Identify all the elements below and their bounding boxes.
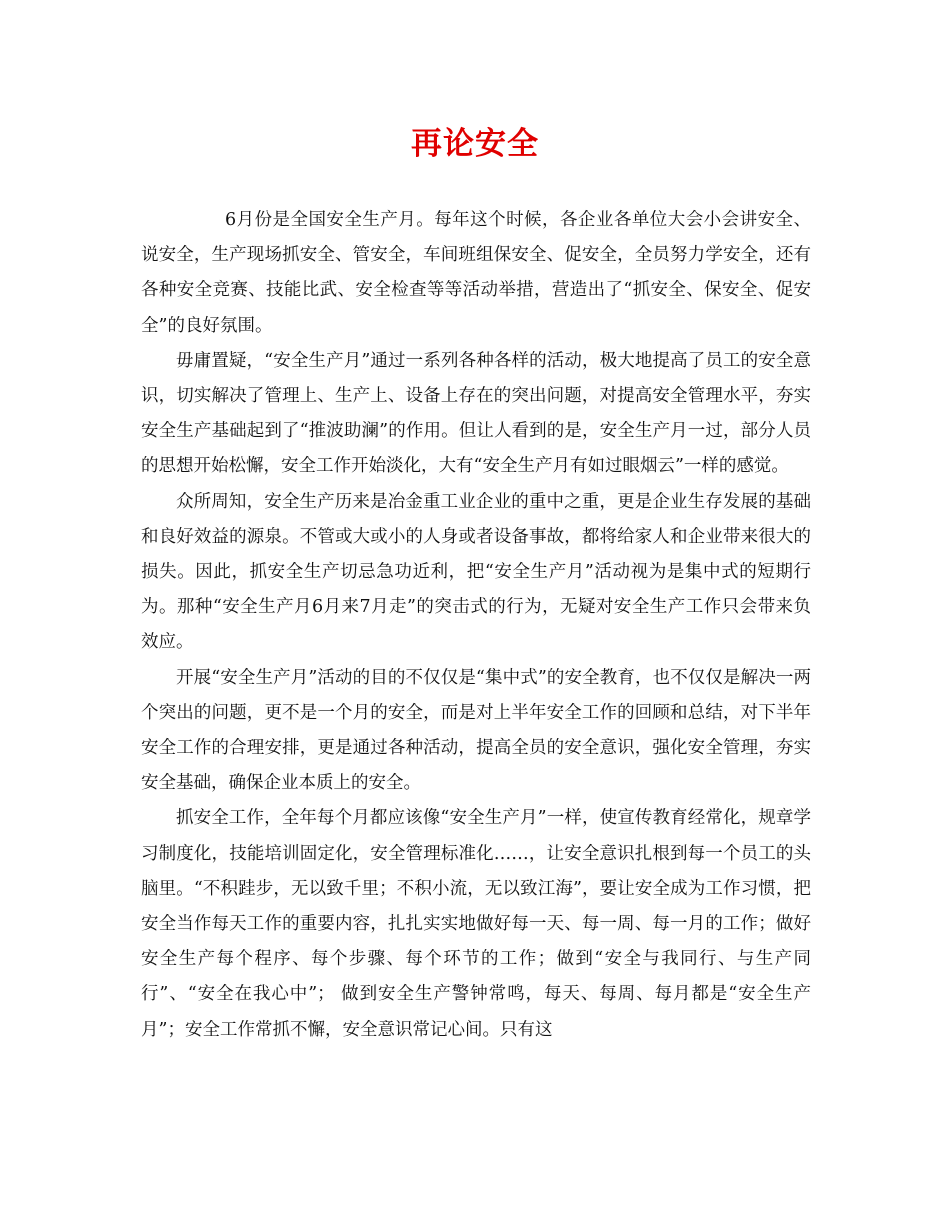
document-body (141, 203, 811, 1048)
paragraph-2: 毋庸置疑，“安全生产月”通过一系列各种各样的活动，极大地提高了员工的安全意识，切实解决了管理上、生产上、设备上存在的突出问题，对提高安全管理水平，夯实安全生产基础起到了“推波助澜”的作用。但让人看到的是，安全生产月一过，部分人员的思想开始松懈，安全工作开始淡化，大有“安全生产月有如过眼烟云”一样的感觉。 (141, 350, 811, 477)
document-title: 再论安全 (411, 126, 539, 162)
paragraph-4: 开展“安全生产月”活动的目的不仅仅是“集中式”的安全教育，也不仅仅是解决一两个突出的问题，更不是一个月的安全，而是对上半年安全工作的回顾和总结，对下半年安全工作的合理安排，更是通过各种活动，提高全员的安全意识，强化安全管理，夯实安全基础，确保企业本质上的安全。 (141, 667, 811, 794)
paragraph-1: 6月份是全国安全生产月。每年这个时候，各企业各单位大会小会讲安全、说安全，生产现场抓安全、管安全，车间班组保安全、促安全，全员努力学安全，还有各种安全竞赛、技能比武、安全检查等等活动举措，营造出了“抓安全、保安全、促安全”的良好氛围。 (141, 210, 811, 336)
paragraph-3: 众所周知，安全生产历来是冶金重工业企业的重中之重，更是企业生存发展的基础和良好效益的源泉。不管或大或小的人身或者设备事故，都将给家人和企业带来很大的损失。因此，抓安全生产切忌急功近利，把“安全生产月”活动视为是集中式的短期行为。那种“安全生产月6月来7月走”的突击式的行为，无疑对安全生产工作只会带来负效应。 (141, 491, 811, 653)
paragraph-5: 抓安全工作，全年每个月都应该像“安全生产月”一样，使宣传教育经常化，规章学习制度化，技能培训固定化，安全管理标准化……，让安全意识扎根到每一个员工的头脑里。“不积跬步，无以致千里；不积小流，无以致江海”，要让安全成为工作习惯，把安全当作每天工作的重要内容，扎扎实实地做好每一天、每一周、每一月的工作；做好安全生产每个程序、每个步骤、每个环节的工作；做到“安全与我同行、与生产同行”、“安全在我心中”； 做到安全生产警钟常鸣，每天、每周、每月都是“安全生产月”；安全工作常抓不懈，安全意识常记心间。只有这 (141, 808, 811, 1040)
